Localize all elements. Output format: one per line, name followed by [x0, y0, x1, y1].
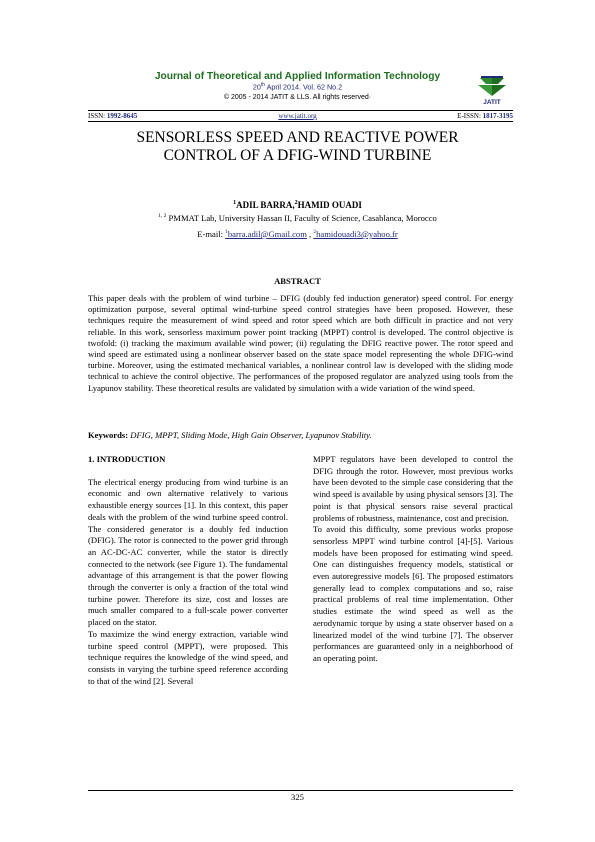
author1-sup: 1	[233, 200, 237, 206]
keywords-label: Keywords:	[88, 430, 129, 440]
journal-day: 20	[252, 82, 261, 92]
email-label: E-mail:	[197, 229, 226, 239]
affiliation	[0, 213, 595, 223]
author2-sup: 2	[294, 200, 298, 206]
abstract-text: This paper deals with the problem of wind turbine – DFIG (doubly fed induction generator) speed control. For energy optimization purpose, several optimal wind-turbine speed control strategies have been proposed. However, these techniques require the measurement of wind speed and rotor speed which are both difficult in practice and not very reliable. In this work, sensorless maximum power point tracking (MPPT) control is developed. The control objective is twofold: (i) tracking the maximum available wind power; (ii) regulating the DFIG reactive power. The rotor speed and wind speed are estimated using a nonlinear observer based on the state space model representing the whole DFIG-wind turbine. Moreover, using the estimated mechanical variables, a nonlinear control law is developed with the sliding mode technical to achieve the control objective. The performances of the proposed regulator are analyzed using tools from the Lyapunov stability. These theoretical results are validated by simulation with a wide variation of the wind speed.	[88, 293, 513, 393]
affiliation-sup: 1, 2	[158, 213, 167, 220]
intro-left-paragraph-1: The electrical energy producing from wind turbine is an economic and own alternative relatively to various exhaustible energy sources [1]. In this context, this paper deals with the problem of the wind turbine speed control. The considered generator is a doubly fed induction (DFIG). The rotor is connected to the power grid through an AC-DC-AC converter, while the stator is directly connected to the network (see Figure 1). The fundamental advantage of this arrangement is that the power flowing through the converter is only a fraction of the total wind turbine power. Therefore its size, cost and losses are much smaller compared to a full-scale power converter placed on the stator.	[88, 476, 288, 628]
intro-left-paragraph-2: To maximize the wind energy extraction, variable wind turbine speed control (MPPT), were proposed. This technique requires the knowledge of the wind speed, and consists in varying the turbine speed reference according to that of the wind [2]. Several	[88, 628, 288, 686]
journal-day-suffix: th	[260, 82, 266, 88]
intro-right-column	[313, 454, 513, 665]
email-separator: ,	[306, 229, 314, 239]
journal-copyright: © 2005 - 2014 JATIT & LLS. All rights reserved·	[223, 94, 372, 101]
author1: ADIL BARRA,	[236, 200, 295, 210]
eissn	[457, 112, 513, 120]
footer-rule	[88, 790, 513, 791]
website-link[interactable]: www.jatit.org	[278, 112, 317, 120]
intro-right-paragraph-2: To avoid this difficulty, some previous works propose sensorless MPPT wind turbine control [4]-[5]. Various models have been proposed for estimating wind speed. One can distinguishes frequency models, statistical or even autoregressive models [6]. The proposed estimators generally lead to complex computations and so, raise practical problems of real time implementation. Other studies estimate the wind speed as well as the aerodynamic torque by using a state observer based on a linearized model of the wind turbine [7]. The observer performances are guaranteed only in a neighborhood of an operating point.	[313, 524, 513, 663]
page-number: 325	[291, 792, 304, 802]
paper-title	[0, 129, 595, 165]
journal-title: Journal of Theoretical and Applied Information Technology	[154, 71, 441, 82]
intro-left-column	[88, 454, 288, 687]
paper-title-line1: SENSORLESS SPEED AND REACTIVE POWER	[136, 129, 459, 146]
section-heading-introduction: 1. INTRODUCTION	[88, 454, 166, 464]
email1-link[interactable]	[225, 229, 307, 239]
authors	[0, 200, 595, 210]
keywords	[88, 430, 513, 440]
email2-link[interactable]	[313, 229, 397, 239]
email1-sup: 1	[225, 229, 228, 236]
logo-text: JATIT	[483, 99, 501, 106]
email2: hamidouadi3@yahoo.fr	[316, 229, 398, 239]
affiliation-text: PMMAT Lab, University Hassan II, Faculty of Science, Casablanca, Morocco	[166, 213, 437, 223]
author2: HAMID OUADI	[297, 200, 362, 210]
eissn-value: 1817-3195	[482, 112, 513, 120]
email1: barra.adil@Gmail.com	[227, 229, 307, 239]
paper-title-line2: CONTROL OF A DFIG-WIND TURBINE	[163, 147, 432, 164]
keywords-text: DFIG, MPPT, Sliding Mode, High Gain Observer, Lyapunov Stability.	[128, 430, 372, 440]
issn-value: 1992-8645	[106, 112, 138, 120]
header-rule-top	[88, 110, 513, 111]
intro-right-paragraph-1: MPPT regulators have been developed to control the DFIG through the rotor. However, most previous works have been devoted to the simple case considering that the wind speed is available by using physical sensors [3]. The point is that physical sensors raise several practical problems of robustness, maintenance, cost and precision.	[313, 454, 513, 523]
email-line	[0, 229, 595, 239]
issn-label: ISSN:	[88, 112, 107, 120]
header-rule-bottom	[88, 121, 513, 122]
abstract-heading: ABSTRACT	[274, 276, 321, 286]
journal-volume-text: April 2014. Vol. 62 No.2	[265, 82, 343, 92]
eissn-label: E-ISSN:	[457, 112, 483, 120]
email2-sup: 2	[313, 229, 317, 236]
